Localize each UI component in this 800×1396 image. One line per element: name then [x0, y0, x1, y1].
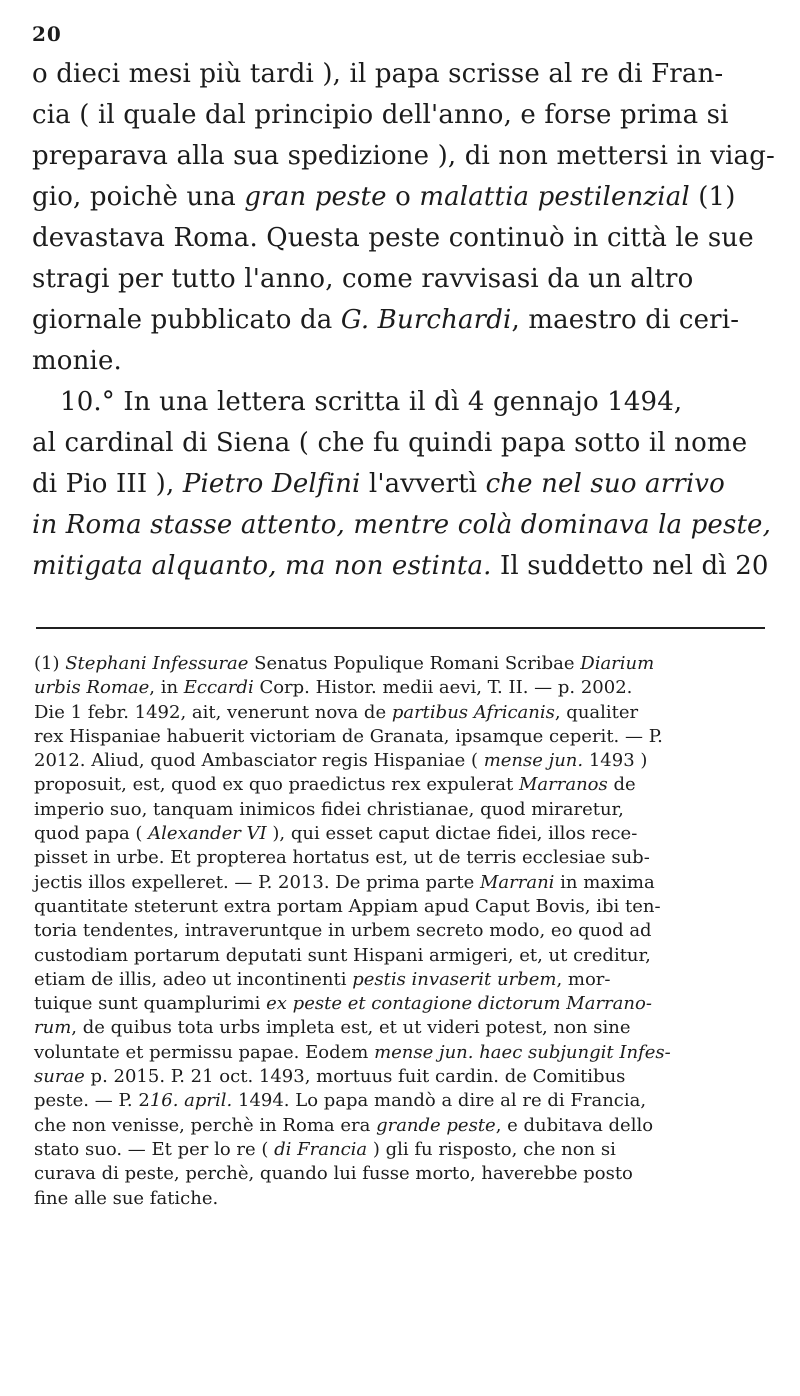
text-run: , in — [149, 677, 184, 699]
italic-text: mense jun. haec subjungit Infes- — [374, 1041, 671, 1063]
footnote-line: rex Hispaniae habuerit victoriam de Granata, ipsamque ceperit. — P. — [34, 725, 663, 747]
italic-text: Alexander VI — [148, 823, 267, 845]
footnotes — [34, 652, 774, 1211]
text-line: devastava Roma. Questa peste continuò in città le sue — [32, 223, 754, 253]
footnote-line — [34, 992, 774, 1016]
text-run: 1494. Lo papa mandò a dire al re di Francia, — [232, 1090, 647, 1112]
text-run: , maestro di ceri- — [511, 305, 740, 335]
footnote-line — [34, 701, 774, 725]
italic-text: gran peste — [244, 182, 387, 212]
text-run: , e dubitava dello — [495, 1114, 654, 1136]
text-run: , de quibus tota urbs impleta est, et ut videri potest, non sine — [71, 1017, 631, 1039]
text-run: 2012. Aliud, quod Ambasciator regis Hispaniae ( — [34, 750, 484, 772]
italic-text: 16. april. — [149, 1090, 233, 1112]
text-run: jectis illos expelleret. — P. 2013. De prima parte — [34, 871, 480, 893]
text-line: cia ( il quale dal principio dell'anno, e forse prima si — [32, 100, 729, 130]
page-number: 20 — [32, 22, 62, 46]
text-run: etiam de illis, adeo ut incontinenti — [34, 968, 353, 990]
text-run: o — [386, 182, 420, 212]
text-run: in maxima — [554, 871, 655, 893]
text-run: 1493 ) — [583, 750, 648, 772]
italic-text: grande peste — [376, 1114, 496, 1136]
footnote-line: quantitate steterunt extra portam Appiam apud Caput Bovis, ibi ten- — [34, 895, 661, 917]
footnote-line — [34, 1138, 774, 1162]
italic-text: Eccardi — [183, 677, 254, 699]
italic-text: G. Burchardi — [340, 305, 512, 335]
text-line: monie. — [32, 346, 122, 376]
footnote-divider — [36, 627, 765, 629]
italic-text: Marrani — [479, 871, 555, 893]
text-run: , mor- — [556, 968, 611, 990]
text-run: ) gli fu risposto, che non si — [367, 1138, 616, 1160]
footnote-line — [34, 822, 774, 846]
main-text — [32, 54, 775, 587]
text-line — [32, 546, 772, 587]
text-run: ), qui esset caput dictae fidei, illos rece- — [266, 823, 638, 845]
footnote-line — [34, 1016, 774, 1040]
text-run: che non venisse, perchè in Roma era — [34, 1114, 377, 1136]
footnote-line — [34, 749, 774, 773]
footnote-line: fine alle sue fatiche. — [34, 1187, 219, 1209]
footnote-line: curava di peste, perchè, quando lui fusse morto, haverebbe posto — [34, 1163, 633, 1185]
text-run: peste. — P. 2 — [34, 1090, 150, 1112]
text-run: di Pio III ), — [32, 469, 183, 499]
paragraph-start: 10.° In una lettera scritta il dì 4 gennajo 1494, — [60, 387, 683, 417]
text-run: l'avvertì — [360, 469, 486, 499]
italic-text: Marranos — [518, 774, 608, 796]
footnote-line — [34, 1114, 774, 1138]
text-line — [32, 300, 772, 341]
text-run: Il suddetto nel dì 20 — [491, 551, 769, 581]
footnote-line — [34, 1089, 774, 1113]
text-line: al cardinal di Siena ( che fu quindi papa sotto il nome — [32, 428, 748, 458]
text-run: giornale pubblicato da — [32, 305, 341, 335]
italic-text: di Francia — [274, 1138, 368, 1160]
text-run: tuique sunt quamplurimi — [34, 993, 267, 1015]
text-run: quod papa ( — [34, 823, 149, 845]
italic-text: mense jun. — [483, 750, 584, 772]
footnote-line — [34, 1065, 774, 1089]
text-run: Senatus Populique Romani Scribae — [248, 653, 581, 674]
footnote-line — [34, 773, 774, 797]
italic-text: Stephani Infessurae — [65, 653, 249, 674]
text-line: preparava alla sua spedizione ), di non mettersi in viag- — [32, 141, 775, 171]
text-run: gio, poichè una — [32, 182, 245, 212]
footnote-marker: (1) — [689, 182, 736, 212]
text-line: o dieci mesi più tardi ), il papa scrisse al re di Fran- — [32, 59, 724, 89]
text-run: de — [607, 774, 636, 796]
italic-text: mitigata alquanto, ma non estinta. — [32, 551, 492, 581]
text-line: stragi per tutto l'anno, come ravvisasi da un altro — [32, 264, 694, 294]
italic-text: malattia pestilenzial — [419, 182, 690, 212]
italic-text: pestis invaserit urbem — [352, 968, 557, 990]
footnote-line — [34, 652, 774, 676]
italic-text: surae — [34, 1066, 85, 1088]
footnote-line — [34, 968, 774, 992]
text-run: p. 2015. P. 21 oct. 1493, mortuus fuit cardin. de Comitibus — [84, 1066, 626, 1088]
text-run: proposuit, est, quod ex quo praedictus rex expulerat — [34, 774, 519, 796]
footnote-line: toria tendentes, intraveruntque in urbem secreto modo, eo quod ad — [34, 920, 652, 942]
italic-text: ex peste et contagione dictorum Marrano- — [266, 993, 652, 1015]
footnote-line: pisset in urbe. Et propterea hortatus est, ut de terris ecclesiae sub- — [34, 847, 650, 869]
text-line — [32, 464, 772, 505]
italic-text: Pietro Delfini — [182, 469, 361, 499]
footnote-line — [34, 871, 774, 895]
italic-text: urbis Romae — [34, 677, 150, 699]
text-run: , qualiter — [554, 701, 639, 723]
text-run: Corp. Histor. medii aevi, T. II. — p. 2002. — [253, 677, 633, 699]
footnote-line — [34, 1041, 774, 1065]
italic-text: rum — [34, 1017, 72, 1039]
italic-text: che nel suo arrivo — [485, 469, 725, 499]
footnote-line: imperio suo, tanquam inimicos fidei christianae, quod miraretur, — [34, 798, 624, 820]
footnote-line — [34, 676, 774, 700]
text-line — [32, 177, 772, 218]
text-run: (1) — [34, 653, 66, 674]
footnote-line: custodiam portarum deputati sunt Hispani armigeri, et, ut creditur, — [34, 944, 651, 966]
text-run: Die 1 febr. 1492, ait, venerunt nova de — [34, 701, 392, 723]
text-run: stato suo. — Et per lo re ( — [34, 1138, 275, 1160]
italic-text: Diarium — [580, 653, 655, 674]
italic-text-line: in Roma stasse attento, mentre colà dominava la peste, — [32, 510, 771, 540]
italic-text: partibus Africanis — [391, 701, 555, 723]
text-run: voluntate et permissu papae. Eodem — [34, 1041, 375, 1063]
